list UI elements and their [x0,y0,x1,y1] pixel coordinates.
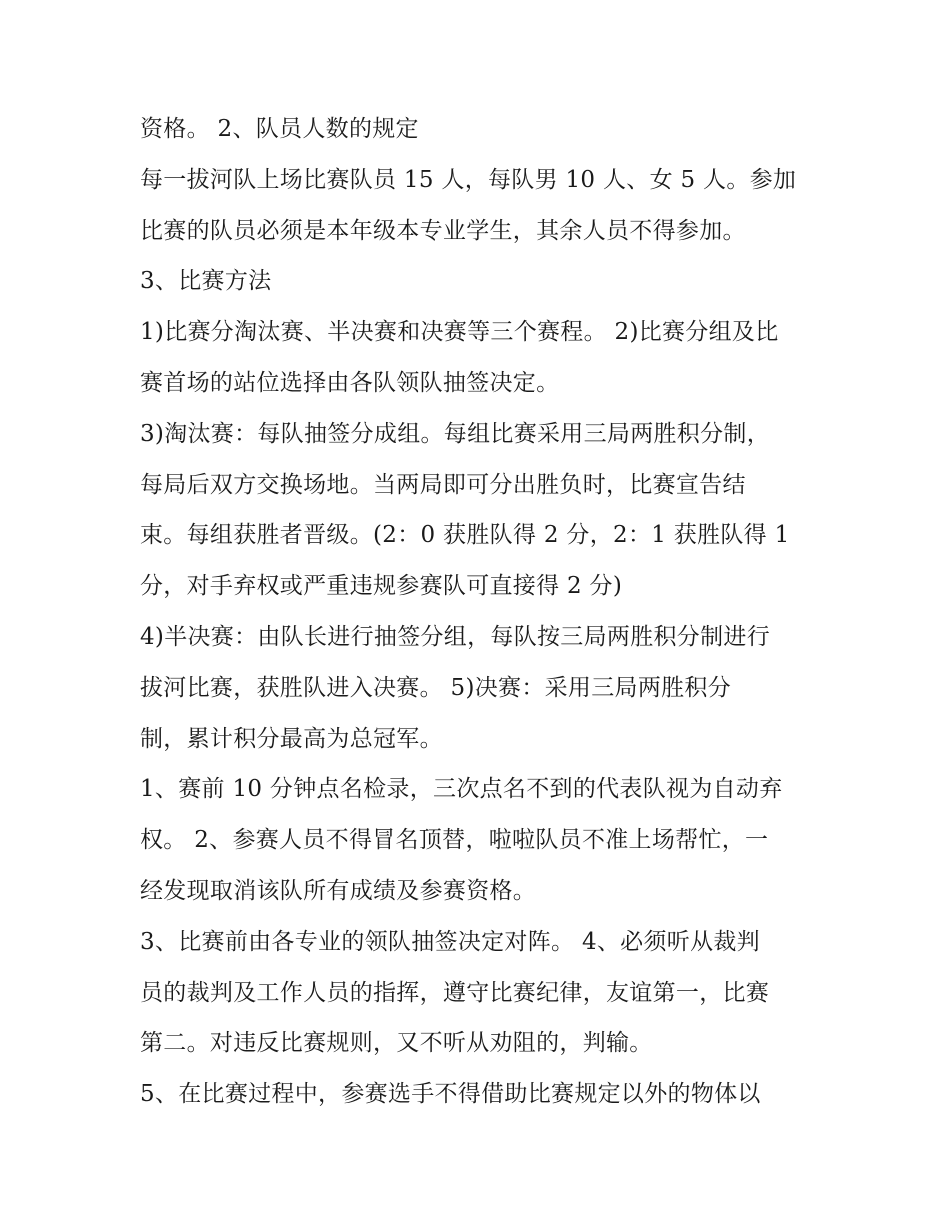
text-line: 5、在比赛过程中，参赛选手不得借助比赛规定以外的物体以 [140,1081,761,1108]
text-line: 束。每组获胜者晋级。(2：0 获胜队得 2 分，2：1 获胜队得 1 [140,522,790,549]
text-line: 赛首场的站位选择由各队领队抽签决定。 [140,369,560,396]
text-line: 4)半决赛：由队长进行抽签分组，每队按三局两胜积分制进行 [140,623,771,650]
text-line: 拔河比赛，获胜队进入决赛。 5)决赛：采用三局两胜积分 [140,674,732,701]
document-body [140,104,820,1120]
text-line: 权。 2、参赛人员不得冒名顶替，啦啦队员不准上场帮忙，一 [140,827,769,854]
text-line: 制，累计积分最高为总冠军。 [140,725,443,752]
text-line: 第二。对违反比赛规则，又不听从劝阻的，判输。 [140,1030,653,1057]
text-line: 3、比赛前由各专业的领队抽签决定对阵。 4、必须听从裁判 [140,928,760,955]
text-line: 1)比赛分淘汰赛、半决赛和决赛等三个赛程。 2)比赛分组及比 [140,319,779,346]
text-line: 3)淘汰赛：每队抽签分成组。每组比赛采用三局两胜积分制， [140,420,771,447]
text-line: 比赛的队员必须是本年级本专业学生，其余人员不得参加。 [140,217,746,244]
text-line: 3、比赛方法 [140,268,272,295]
text-line: 分，对手弃权或严重违规参赛队可直接得 2 分) [140,573,623,600]
text-line: 资格。 2、队员人数的规定 [140,116,419,142]
text-line: 每一拔河队上场比赛队员 15 人，每队男 10 人、女 5 人。参加 [140,166,797,193]
text-line: 1、赛前 10 分钟点名检录，三次点名不到的代表队视为自动弃 [140,776,783,803]
text-line: 员的裁判及工作人员的指挥，遵守比赛纪律，友谊第一，比赛 [140,979,770,1006]
text-line: 每局后双方交换场地。当两局即可分出胜负时，比赛宣告结 [140,471,746,498]
text-line: 经发现取消该队所有成绩及参赛资格。 [140,877,537,904]
